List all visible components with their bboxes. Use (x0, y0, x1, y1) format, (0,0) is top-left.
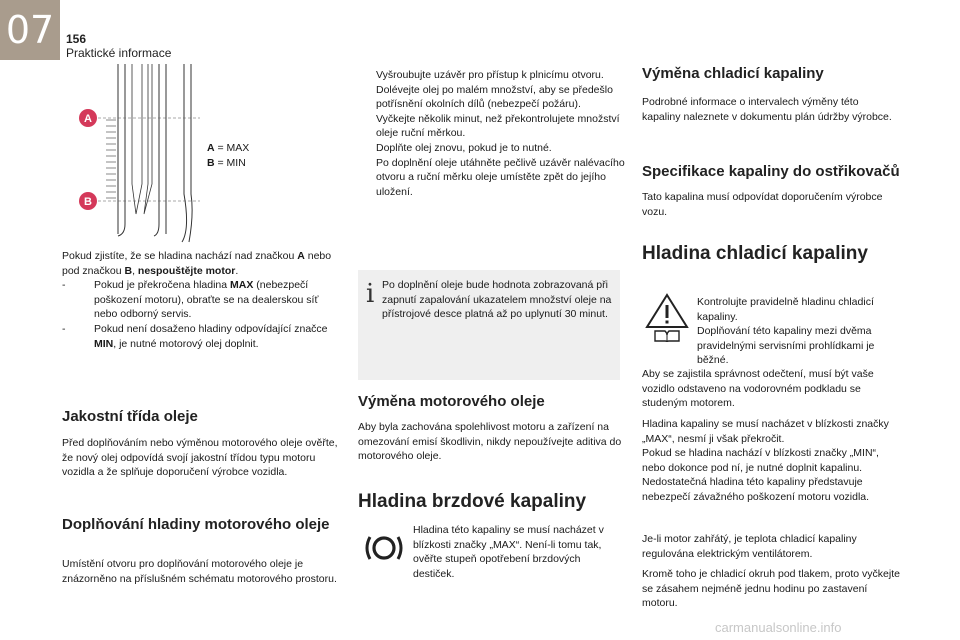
legend-b-label: B (207, 156, 215, 169)
list-item: Vyšroubujte uzávěr pro přístup k plnicímu otvoru. (376, 69, 604, 81)
dipstick-tube-far-right-inner (189, 64, 192, 242)
topping-title: Doplňování hladiny motorového oleje (62, 516, 330, 533)
brake-fluid-title: Hladina brzdové kapaliny (358, 491, 587, 512)
oil-grade-text: Před doplňováním nebo výměnou motorového oleje ověřte, že nový olej odpovídá svojí jakostní třídou typu motoru vozidla a že splňuje doporučení výrobce vozidla. (62, 437, 338, 479)
coolant-paragraph-2: Hladina kapaliny se musí nacházet v blízkosti značky „MAX“, nesmí ji však překročit. Pokud se hladina nachází v blízkosti značky „MIN“, nebo dokonce pod ní, je nutné doplnit kapalinu. Nedostatečná hladina této kapaliny představuje nebezpečí závažného poškození motoru vozidla. (642, 418, 889, 503)
list-item: Doplňte olej znovu, pokud je to nutné. (376, 141, 552, 154)
dipstick-tube-far-right (182, 64, 187, 242)
dipstick-tube-left-inner (118, 64, 125, 236)
legend-a-label: A (207, 142, 215, 154)
coolant-icon-text: Kontrolujte pravidelně hladinu chladicí kapaliny. Doplňování této kapaliny mezi dvěma pravidelnými servisními prohlídkami je běžné. (697, 296, 875, 367)
dipstick-legend (207, 141, 249, 170)
coolant-change-title: Výměna chladicí kapaliny (642, 65, 824, 82)
coolant-level-title: Hladina chladicí kapaliny (642, 243, 868, 264)
page-number: 156 (66, 32, 87, 46)
oil-change-title: Výměna motorového oleje (358, 393, 545, 410)
level-warning-intro: Pokud zjistíte, že se hladina nachází nad značkou A nebo pod značkou B, nespouštějte motor. (62, 250, 332, 277)
list-item: - Pokud je překročena hladina MAX (nebezpečí poškození motoru), obraťte se na dealerskou síť nebo odborný servis. (62, 279, 319, 321)
level-warning-list (62, 278, 340, 351)
brake-fluid-text: Hladina této kapaliny se musí nacházet v blízkosti značky „MAX“. Není-li tomu tak, ověřte stupeň opotřebení brzdových destiček. (413, 524, 604, 580)
oil-grade-title: Jakostní třída oleje (62, 408, 198, 425)
list-item: Vyčkejte několik minut, než překontrolujete množství oleje ruční měrkou. (376, 112, 620, 140)
info-text: Po doplnění oleje bude hodnota zobrazovaná při zapnutí zapalování ukazatelem množství oleje na přístrojové desce platná až po uplynutí 30 minut. (382, 279, 612, 321)
coolant-paragraph-3: Je-li motor zahřátý, je teplota chladicí kapaliny regulována elektrickým ventilátorem. (642, 533, 857, 560)
legend-a-value: = MAX (214, 142, 250, 154)
coolant-change-text: Podrobné informace o intervalech výměny této kapaliny naleznete v dokumentu plán údržby výrobce. (642, 96, 892, 123)
info-icon: i (366, 279, 375, 309)
chapter-badge: 07 (0, 0, 60, 60)
topping-steps (358, 68, 628, 199)
dipstick-blade (132, 64, 142, 214)
dipstick-blade-edge (144, 64, 152, 214)
brake-warning-icon (364, 531, 404, 565)
list-item: Dolévejte olej po malém množství, aby se předešlo potřísnění okolních dílů (nebezpečí požáru). (376, 83, 613, 111)
oil-change-text: Aby byla zachována spolehlivost motoru a zařízení na omezování emisí škodlivin, nikdy nepoužívejte aditiva do motorového oleje. (358, 421, 622, 463)
watermark: carmanualsonline.info (715, 620, 842, 635)
coolant-paragraph-4: Kromě toho je chladicí okruh pod tlakem, proto vyčkejte se zásahem nejméně jednu hodinu po zastavení motoru. (642, 568, 900, 610)
topping-text: Umístění otvoru pro doplňování motorového oleje je znázorněno na příslušném schématu motorového prostoru. (62, 558, 337, 585)
list-item: Po doplnění oleje utáhněte pečlivě uzávěr nalévacího otvoru a ruční měrku oleje umístěte zpět do jejího uložení. (376, 156, 625, 198)
coolant-paragraph-1: Aby se zajistila správnost odečtení, musí být vaše vozidlo odstaveno na vodorovném podkladu se studeným motorem. (642, 368, 874, 410)
marker-a-label: A (84, 113, 92, 125)
info-box (358, 270, 620, 380)
washer-fluid-text: Tato kapalina musí odpovídat doporučením výrobce vozu. (642, 191, 883, 218)
level-warning-block (62, 249, 340, 351)
marker-b-label: B (84, 196, 92, 208)
warning-manual-icon (645, 293, 689, 343)
running-head: Praktické informace (66, 46, 172, 60)
dipstick-tube-right (154, 64, 159, 236)
washer-fluid-title: Specifikace kapaliny do ostřikovačů (642, 163, 900, 180)
list-item: - Pokud není dosaženo hladiny odpovídající značce MIN, je nutné motorový olej doplnit. (62, 322, 328, 350)
dipstick-illustration (70, 64, 210, 244)
legend-b-value: = MIN (214, 156, 246, 169)
dipstick-hatch (106, 120, 116, 198)
